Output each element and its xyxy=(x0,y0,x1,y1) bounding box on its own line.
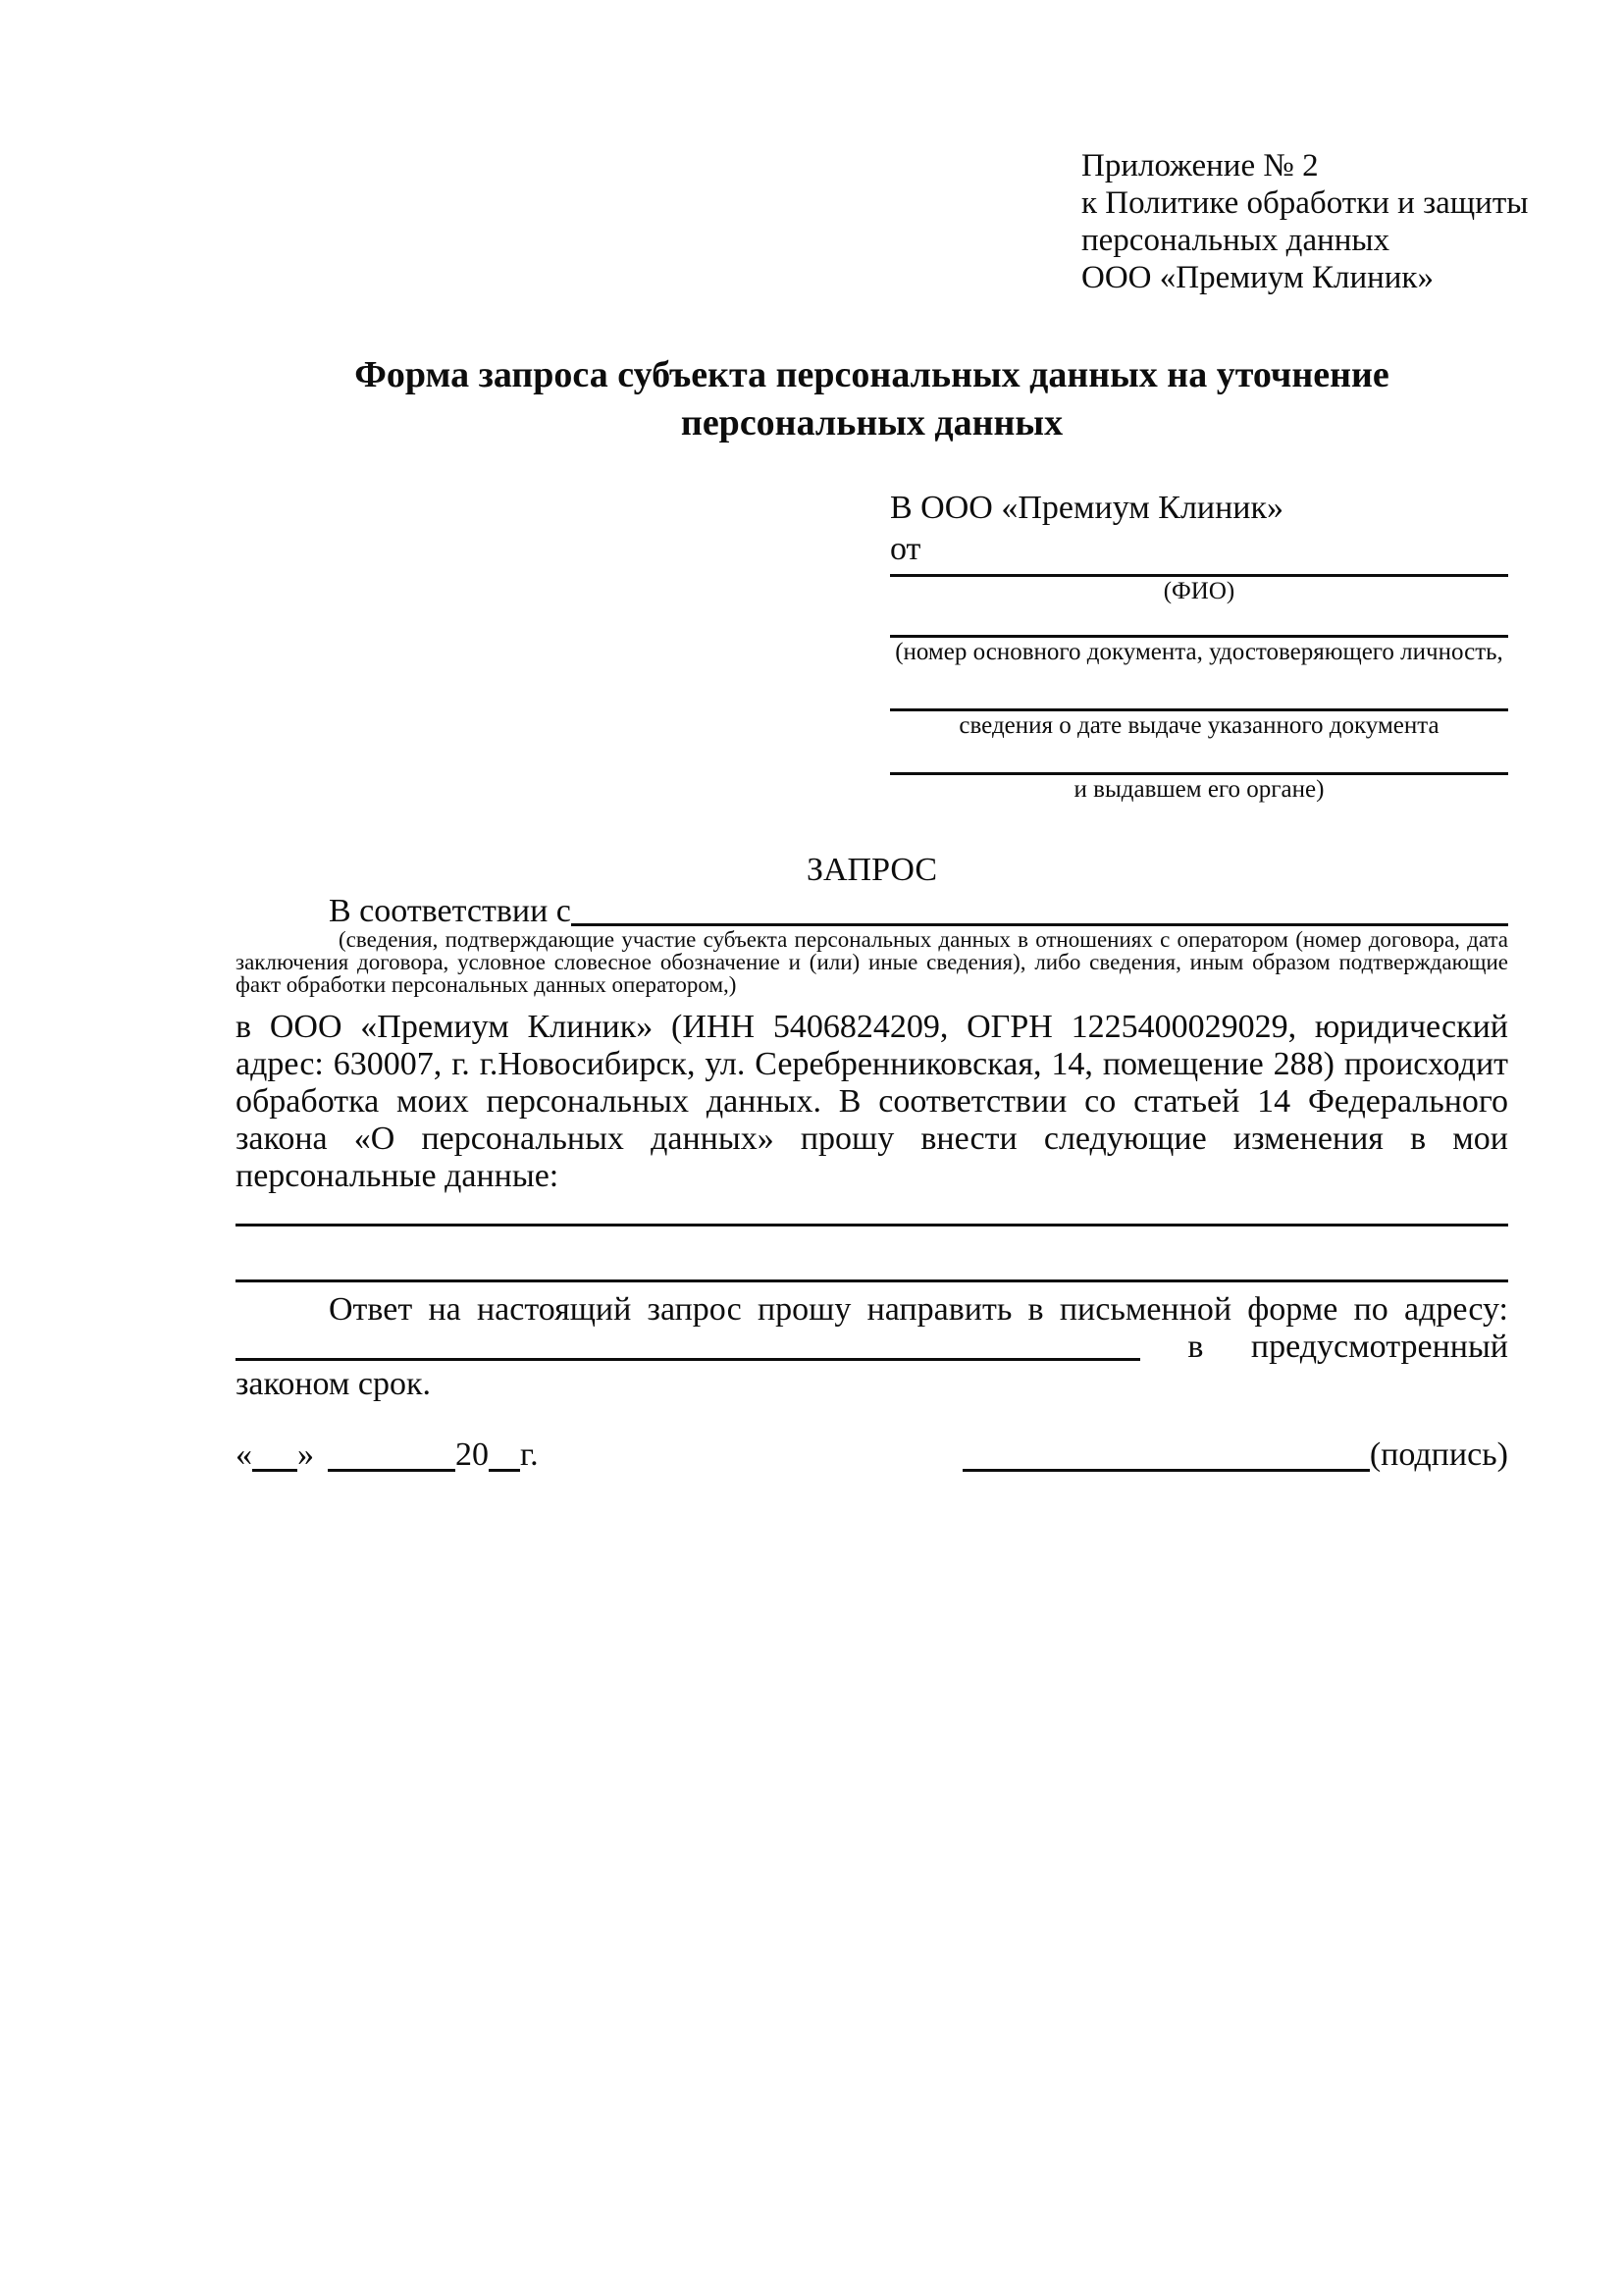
signature-caption: (подпись) xyxy=(1369,1436,1508,1473)
date-signature-row xyxy=(236,1435,1508,1476)
response-line-3: законом срок. xyxy=(236,1366,431,1402)
document-title-line2: персональных данных xyxy=(680,402,1064,444)
addressee-block xyxy=(890,488,1508,805)
signature-blank-line xyxy=(963,1468,1370,1472)
document-number-blank-line xyxy=(890,606,1508,638)
date-group xyxy=(236,1435,539,1476)
issue-date-caption: сведения о дате выдаче указанного документа xyxy=(959,712,1440,739)
addressee-to: В ООО «Премиум Клиник» xyxy=(890,490,1284,526)
issuing-authority-caption: и выдавшем его органе) xyxy=(1073,776,1325,803)
response-line-2 xyxy=(236,1327,1508,1368)
clarification-note: (сведения, подтверждающие участие субъекта персональных данных в отношениях с оператором (номер договора, дата заключения договора, условное словесное обозначение и (или) иные сведения), либо сведения, иным образом подтверждающие факт обработки персональных данных оператором,) xyxy=(236,927,1508,997)
annex-note-line: ООО «Премиум Клиник» xyxy=(1081,260,1434,295)
section-heading: ЗАПРОС xyxy=(806,852,938,888)
response-line-1: Ответ на настоящий запрос прошу направить в письменной форме по адресу: xyxy=(329,1291,1508,1328)
document-title xyxy=(236,351,1508,447)
annex-note-line: персональных данных xyxy=(1081,223,1390,258)
issuing-authority-blank-line xyxy=(890,741,1508,775)
addressee-from: от xyxy=(890,531,921,567)
response-word-1: в xyxy=(1187,1329,1204,1365)
date-year-suffix: г. xyxy=(520,1436,539,1473)
date-month-blank-line xyxy=(328,1468,455,1472)
document-number-caption: (номер основного документа, удостоверяющего личность, xyxy=(895,639,1503,665)
annex-note xyxy=(1081,147,1528,296)
fio-caption: (ФИО) xyxy=(1163,578,1235,604)
basis-lead-in: В соответствии с xyxy=(329,893,571,929)
date-close-quote: » xyxy=(297,1436,314,1473)
annex-note-line: Приложение № 2 xyxy=(1081,148,1319,183)
signature-group xyxy=(963,1435,1508,1476)
document-title-line1: Форма запроса субъекта персональных данных на уточнение xyxy=(354,354,1389,395)
annex-note-line: к Политике обработки и защиты xyxy=(1081,185,1529,221)
changes-blank-line-1 xyxy=(236,1224,1508,1226)
request-body: в ООО «Премиум Клиник» (ИНН 5406824209, ОГРН 1225400029029, юридический адрес: 630007, г. г.Новосибирск, ул. Серебренниковская, 14, помещение 288) происходит обработка моих персональных данных. В соответствии со статьей 14 Федерального закона «О персональных данных» прошу внести следующие изменения в мои персональные данные: xyxy=(236,1009,1508,1194)
changes-blank-line-2 xyxy=(236,1279,1508,1282)
date-day-blank-line xyxy=(252,1468,297,1472)
basis-blank-line xyxy=(571,923,1508,926)
date-year-prefix: 20 xyxy=(455,1436,489,1473)
response-word-2: предусмотренный xyxy=(1250,1329,1508,1365)
date-year-blank-line xyxy=(489,1468,520,1472)
basis-line xyxy=(236,891,1508,932)
address-blank-line xyxy=(236,1358,1140,1361)
issue-date-blank-line xyxy=(890,667,1508,711)
fio-blank-line xyxy=(890,570,1508,577)
date-open-quote: « xyxy=(236,1436,252,1473)
